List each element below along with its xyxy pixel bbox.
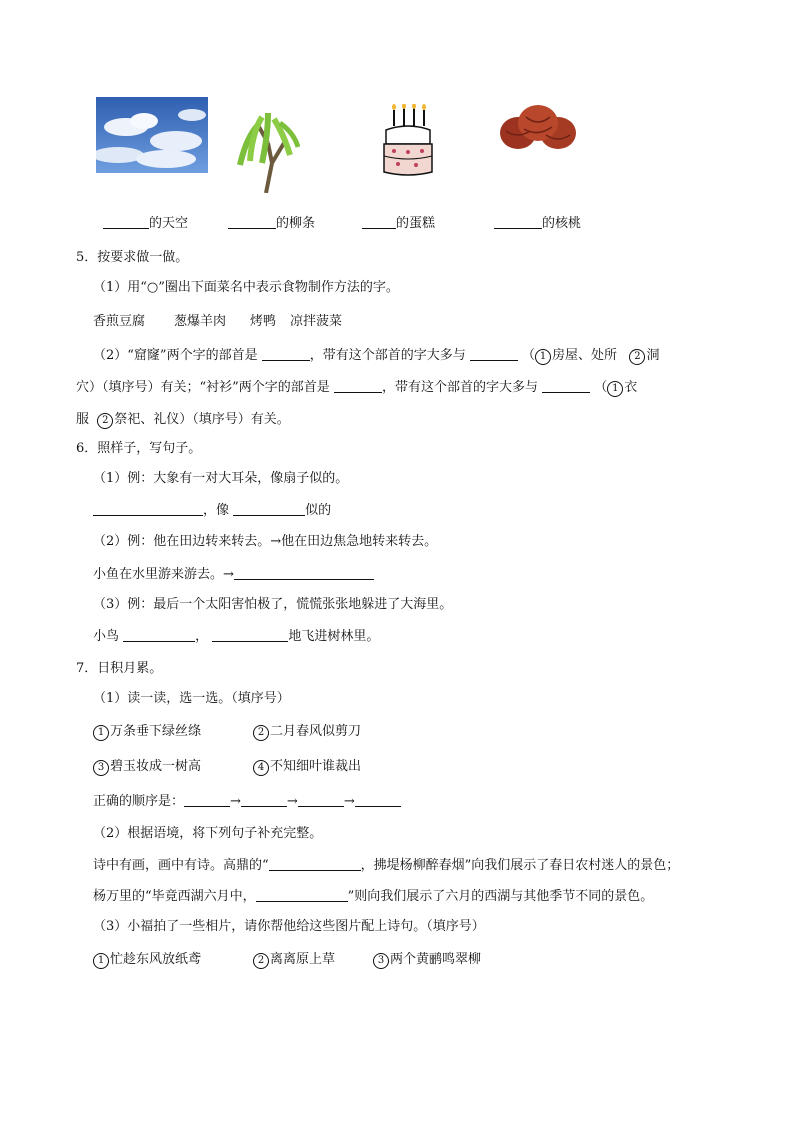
q5-dish-1[interactable]: 香煎豆腐 <box>93 314 146 329</box>
willow-blank[interactable] <box>228 216 276 229</box>
q7-poem-2: 2 离离原上草 <box>253 948 335 969</box>
q6-blank-1a[interactable] <box>93 503 203 516</box>
q6-title: 6．照样子，写句子。 <box>76 441 202 456</box>
sky-label: 的天空 <box>103 212 188 231</box>
q7-option-1: 1 万条垂下绿丝绦 <box>93 720 201 741</box>
q7-title: 7．日积月累。 <box>76 661 163 676</box>
q7-option-4: 4 不知细叶谁裁出 <box>253 755 361 776</box>
poem-blank-2[interactable] <box>256 889 348 902</box>
q6-blank-3a[interactable] <box>123 629 195 642</box>
q6-task-2: 小鱼在水里游来游去。→ <box>93 563 374 582</box>
walnut-blank[interactable] <box>494 216 542 229</box>
q5-dish-4[interactable]: 凉拌菠菜 <box>290 314 343 329</box>
sky-blank[interactable] <box>103 216 149 229</box>
q7-poem-1: 1 忙趁东风放纸鸢 <box>93 948 201 969</box>
walnut-picture <box>496 97 580 157</box>
radical-blank-2[interactable] <box>334 380 382 393</box>
order-blank-2[interactable] <box>241 794 287 807</box>
willow-label: 的柳条 <box>228 212 315 231</box>
q7-part3: （3）小福拍了一些相片，请你帮他给这些图片配上诗句。（填序号） <box>93 919 485 934</box>
cake-picture <box>380 104 436 178</box>
radical-blank-1[interactable] <box>262 348 310 361</box>
cake-blank[interactable] <box>362 216 396 229</box>
q5-title: 5．按要求做一做。 <box>76 250 189 265</box>
q5-part1: （1）用“○”圈出下面菜名中表示食物制作方法的字。 <box>93 280 399 295</box>
meaning-blank-1[interactable] <box>470 348 518 361</box>
q6-blank-1b[interactable] <box>233 503 305 516</box>
poem-blank-1[interactable] <box>269 858 361 871</box>
order-blank-4[interactable] <box>355 794 401 807</box>
willow-picture <box>228 103 300 193</box>
q7-part2: （2）根据语境，将下列句子补充完整。 <box>93 826 323 841</box>
cake-label: 的蛋糕 <box>362 212 435 231</box>
q7-option-2: 2 二月春风似剪刀 <box>253 720 361 741</box>
q5-dish-2[interactable]: 葱爆羊肉 <box>174 314 227 329</box>
q7-order: 正确的顺序是： → → → <box>93 790 401 809</box>
q6-blank-3b[interactable] <box>212 629 288 642</box>
q7-poem-3: 3 两个黄鹂鸣翠柳 <box>373 948 481 969</box>
q6-task-1: ，像 似的 <box>93 499 331 518</box>
q7-part2-line2: 杨万里的“毕竟西湖六月中， ”则向我们展示了六月的西湖与其他季节不同的景色。 <box>93 889 654 904</box>
walnut-label: 的核桃 <box>494 212 581 231</box>
q7-option-3: 3 碧玉妆成一树高 <box>93 755 201 776</box>
q5-part2-line3: 服 2 祭祀、礼仪）（填序号）有关。 <box>76 412 290 427</box>
sky-picture <box>96 97 208 173</box>
order-blank-3[interactable] <box>298 794 344 807</box>
q5-dish-3[interactable]: 烤鸭 <box>250 314 277 329</box>
q5-part2-line2: 穴）（填序号）有关；“衬衫”两个字的部首是 ，带有这个部首的字大多与 （ 1 衣 <box>76 380 638 395</box>
order-blank-1[interactable] <box>184 794 230 807</box>
q7-part2-line1: 诗中有画，画中有诗。高鼎的“ ，拂堤杨柳醉春烟”向我们展示了春日农村迷人的景色； <box>93 858 680 873</box>
q6-blank-2[interactable] <box>234 567 374 580</box>
q7-part1: （1）读一读，选一选。（填序号） <box>93 691 290 706</box>
q6-task-3: 小鸟 ， 地飞进树林里。 <box>93 629 380 644</box>
meaning-blank-2[interactable] <box>542 380 590 393</box>
q6-example-1: （1）例：大象有一对大耳朵，像扇子似的。 <box>93 471 349 486</box>
q6-example-3: （3）例：最后一个太阳害怕极了，慌慌张张地躲进了大海里。 <box>93 597 453 612</box>
q6-example-2: （2）例：他在田边转来转去。→他在田边焦急地转来转去。 <box>93 534 438 549</box>
q5-part2-line1: （2）“窟窿”两个字的部首是 ，带有这个部首的字大多与 （ 1 房屋、处所 2 洞 <box>93 348 660 363</box>
